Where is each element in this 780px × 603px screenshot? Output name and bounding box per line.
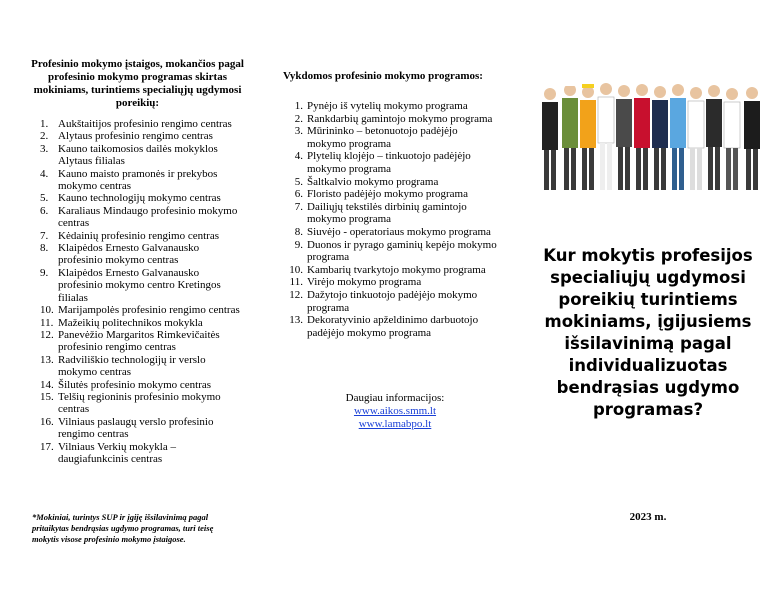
institutions-heading: Profesinio mokymo įstaigos, mokančios pagal profesinio mokymo programas skirtas mokiniams, turintiems specialiųjų ugdymosi poreikių:: [31, 58, 244, 109]
list-item-text: Telšių regioninis profesinio mokymo centras: [58, 390, 221, 416]
list-item-number: 14.: [40, 378, 54, 391]
brochure-title: Kur mokytis profesijos specialiųjų ugdymosi poreikių turintiems mokiniams, įgijusiems išsilavinimą pagal individualizuotas bendrąsias ugdymo programas?: [543, 246, 753, 419]
list-item-text: Kauno taikomosios dailės mokyklos Alytaus filialas: [58, 142, 218, 168]
list-item: [30, 317, 245, 329]
list-item: [30, 143, 245, 168]
list-item-number: 12.: [289, 288, 303, 301]
programs-list: [283, 100, 498, 339]
list-item-text: Radviliškio technologijų ir verslo mokymo centras: [58, 353, 206, 379]
list-item-text: Alytaus profesinio rengimo centras: [58, 130, 213, 143]
list-item-text: Pynėjo iš vytelių mokymo programa: [307, 100, 468, 112]
list-item-number: 5.: [40, 192, 49, 205]
list-item: [283, 264, 498, 277]
list-item: [283, 125, 498, 150]
list-item: [30, 118, 245, 130]
list-item-number: 2.: [40, 130, 49, 143]
list-item-number: 13.: [289, 314, 303, 327]
list-item: [30, 205, 245, 230]
list-item-number: 1.: [40, 118, 49, 130]
list-item-number: 6.: [294, 188, 303, 201]
list-item-number: 11.: [289, 276, 303, 289]
list-item: [30, 416, 245, 441]
list-item: [283, 201, 498, 226]
list-item-text: Floristo padėjėjo mokymo programa: [307, 188, 468, 201]
list-item-text: Siuvėjo - operatoriaus mokymo programa: [307, 225, 491, 238]
list-item-number: 1.: [294, 100, 303, 112]
list-item-number: 3.: [294, 125, 303, 138]
list-item-number: 4.: [294, 150, 303, 163]
list-item: [283, 100, 498, 113]
list-item-text: Šilutės profesinio mokymo centras: [58, 378, 212, 391]
list-item-number: 11.: [40, 316, 54, 329]
list-item: [30, 168, 245, 193]
list-item: [30, 230, 245, 242]
list-item-number: 10.: [289, 263, 303, 276]
institutions-column: [30, 58, 245, 465]
list-item-number: 2.: [294, 112, 303, 125]
list-item-text: Dažytojo tinkuotojo padėjėjo mokymo programa: [307, 288, 478, 314]
list-item-number: 6.: [40, 204, 49, 217]
list-item: [30, 267, 245, 304]
institutions-list: [30, 118, 245, 465]
list-item: [30, 354, 245, 379]
footnote: *Mokiniai, turintys SUP ir įgiję išsilavinimą pagal pritaikytas bendrąsias ugdymo programas, turi teisę mokytis visose profesinio mokymo įstaigose.: [32, 512, 214, 544]
list-item: [283, 188, 498, 201]
people-figures: [542, 82, 760, 190]
list-item-text: Dailiųjų tekstilės dirbinių gamintojo mokymo programa: [307, 200, 467, 226]
list-item-number: 13.: [40, 353, 54, 366]
list-item-text: Karaliaus Mindaugo profesinio mokymo centras: [58, 204, 238, 230]
list-item-text: Mūrininko – betonuotojo padėjėjo mokymo programa: [307, 125, 458, 150]
list-item-text: Mažeikių politechnikos mokykla: [58, 316, 203, 329]
list-item-text: Aukštaitijos profesinio rengimo centras: [58, 118, 232, 130]
list-item-text: Kėdainių profesinio rengimo centras: [58, 229, 219, 242]
list-item-number: 5.: [294, 175, 303, 188]
list-item: [30, 329, 245, 354]
list-item-number: 3.: [40, 142, 49, 155]
list-item-text: Panevėžio Margaritos Rimkevičaitės profesinio rengimo centras: [58, 328, 220, 354]
list-item-text: Dekoratyvinio apželdinimo darbuotojo padėjėjo mokymo programa: [307, 314, 479, 339]
list-item-text: Plytelių klojėjo – tinkuotojo padėjėjo mokymo programa: [307, 150, 471, 175]
list-item-text: Virėjo mokymo programa: [307, 276, 422, 289]
list-item: [30, 441, 245, 466]
list-item-number: 9.: [294, 238, 303, 251]
list-item-text: Vilniaus paslaugų verslo profesinio rengimo centras: [58, 415, 214, 441]
list-item-text: Vilniaus Verkių mokykla – daugiafunkcinis centras: [58, 440, 176, 465]
programs-column: [283, 70, 498, 339]
list-item: [30, 304, 245, 316]
more-info-label: Daugiau informacijos:: [345, 392, 445, 404]
programs-heading: Vykdomos profesinio mokymo programos:: [283, 70, 483, 82]
lamabpo-link[interactable]: www.lamabpo.lt: [358, 418, 432, 430]
list-item-number: 8.: [40, 242, 49, 255]
list-item-text: Klaipėdos Ernesto Galvanausko profesinio mokymo centro Kretingos filialas: [58, 266, 221, 304]
list-item: [30, 192, 245, 204]
list-item-text: Šaltkalvio mokymo programa: [307, 175, 439, 188]
list-item-number: 16.: [40, 415, 54, 428]
professionals-group-photo: [538, 80, 770, 195]
more-info: [300, 392, 490, 431]
list-item-text: Kauno technologijų mokymo centras: [58, 192, 221, 205]
list-item: [30, 379, 245, 391]
list-item-text: Kambarių tvarkytojo mokymo programa: [307, 263, 486, 276]
list-item: [283, 150, 498, 175]
list-item-number: 7.: [294, 200, 303, 213]
list-item: [283, 226, 498, 239]
list-item-number: 7.: [40, 229, 49, 242]
list-item-text: Klaipėdos Ernesto Galvanausko profesinio mokymo centras: [58, 242, 200, 267]
list-item-text: Rankdarbių gamintojo mokymo programa: [307, 112, 493, 125]
list-item: [283, 289, 498, 314]
list-item: [283, 239, 498, 264]
list-item-number: 15.: [40, 390, 54, 403]
list-item: [30, 242, 245, 267]
list-item-number: 8.: [294, 225, 303, 238]
list-item-number: 4.: [40, 167, 49, 180]
list-item: [283, 176, 498, 189]
list-item-number: 12.: [40, 328, 54, 341]
list-item-text: Marijampolės profesinio rengimo centras: [58, 304, 240, 317]
list-item-number: 17.: [40, 440, 54, 453]
list-item: [30, 391, 245, 416]
brochure-year: 2023 m.: [629, 511, 667, 523]
list-item-number: 9.: [40, 266, 49, 279]
list-item: [283, 276, 498, 289]
list-item: [283, 113, 498, 126]
list-item-number: 10.: [40, 304, 54, 317]
list-item-text: Duonos ir pyrago gaminių kepėjo mokymo programa: [307, 238, 497, 264]
list-item-text: Kauno maisto pramonės ir prekybos mokymo centras: [58, 167, 218, 193]
aikos-link[interactable]: www.aikos.smm.lt: [353, 405, 437, 417]
list-item: [283, 314, 498, 339]
list-item: [30, 130, 245, 142]
